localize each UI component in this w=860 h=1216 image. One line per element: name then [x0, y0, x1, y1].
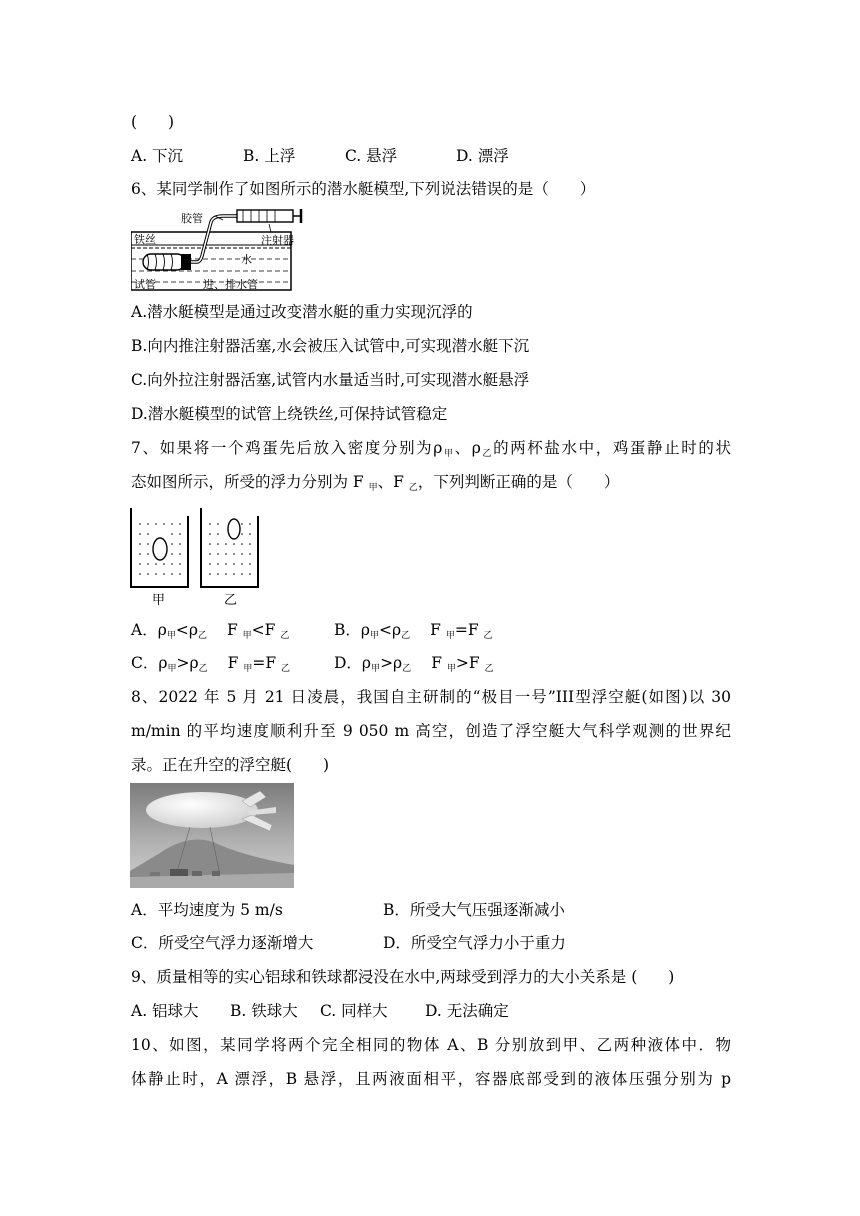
q5-option-b: B. 上浮 — [243, 147, 296, 165]
q8-stem-line3: 录。正在升空的浮空艇( ) — [131, 756, 330, 774]
figure-label-test-tube: 试管 — [134, 278, 156, 291]
q7-option-a: A．$\rho_甲<\rho_乙$ F $_甲$<F $_乙$ — [131, 621, 290, 641]
q5-option-c: C. 悬浮 — [345, 147, 398, 165]
q7-option-d: D．$\rho_甲>\rho_乙$ F $_甲$>F $_乙$ — [334, 654, 494, 674]
q7-option-c: C．$\rho_甲>\rho_乙$ F $_甲$=F $_乙$ — [131, 654, 291, 674]
figure-label-drain-pipe: 进、排水管 — [203, 278, 258, 291]
figure-label-water: 水 — [241, 253, 252, 266]
q8-option-c: C．所受空气浮力逐渐增大 — [131, 934, 314, 952]
q8-option-d: D．所受空气浮力小于重力 — [383, 934, 566, 952]
q8-stem-line2: m/min 的平均速度顺利升至 9 050 m 高空，创造了浮空艇大气科学观测的世界纪 — [131, 722, 731, 740]
q7-option-b: B．$\rho_甲<\rho_乙$ F $_甲$=F $_乙$ — [334, 621, 493, 641]
q10-stem-line1: 10、如图，某同学将两个完全相同的物体 A、B 分别放到甲、乙两种液体中．物 — [131, 1036, 731, 1054]
q9-option-d: D. 无法确定 — [425, 1002, 509, 1020]
airship-photo — [130, 783, 294, 888]
q9-option-b: B. 铁球大 — [230, 1002, 298, 1020]
q9-stem: 9、质量相等的实心铝球和铁球都浸没在水中,两球受到浮力的大小关系是 ( ) — [131, 968, 675, 986]
figure-label-yi: 乙 — [224, 593, 238, 608]
q5-answer-paren: ( ) — [131, 113, 175, 131]
q8-option-a: A．平均速度为 5 m/s — [131, 901, 283, 919]
q6-stem: 6、某同学制作了如图所示的潜水艇模型,下列说法错误的是（ ） — [131, 180, 596, 198]
q6-option-b: B.向内推注射器活塞,水会被压入试管中,可实现潜水艇下沉 — [131, 337, 530, 355]
beaker-jia — [131, 508, 188, 587]
q7-stem-line2: 态如图所示，所受的浮力分别为 F $_甲$、F $_乙$，下列判断正确的是（ ） — [131, 473, 620, 493]
q9-option-a: A. 铝球大 — [131, 1002, 199, 1020]
figure-label-iron-wire: 铁丝 — [134, 233, 156, 246]
egg-beakers-figure — [128, 504, 264, 608]
q8-option-b: B．所受大气压强逐渐减小 — [383, 901, 565, 919]
submarine-model-figure — [131, 206, 311, 292]
q10-stem-line2: 体静止时，A 漂浮，B 悬浮，且两液面相平，容器底部受到的液体压强分别为 p — [131, 1070, 731, 1088]
q7-stem-line1: 7、如果将一个鸡蛋先后放入密度分别为$\rho_甲$、$\rho_乙$的两杯盐水中，鸡蛋静止时的状 — [131, 439, 731, 459]
q8-stem-line1: 8、2022 年 5 月 21 日凌晨，我国自主研制的“极目一号”III型浮空艇(如图)以 30 — [131, 688, 731, 706]
q5-option-d: D. 漂浮 — [456, 147, 509, 165]
q6-option-a: A.潜水艇模型是通过改变潜水艇的重力实现沉浮的 — [131, 303, 473, 321]
q6-option-d: D.潜水艇模型的试管上绕铁丝,可保持试管稳定 — [131, 405, 448, 423]
q6-option-c: C.向外拉注射器活塞,试管内水量适当时,可实现潜水艇悬浮 — [131, 371, 530, 389]
figure-label-hose: 胶管 — [181, 212, 203, 225]
q5-option-a: A. 下沉 — [131, 147, 184, 165]
beaker-yi — [201, 508, 258, 587]
figure-label-jia: 甲 — [152, 593, 166, 608]
q9-option-c: C. 同样大 — [320, 1002, 388, 1020]
figure-label-syringe: 注射器 — [261, 234, 294, 247]
